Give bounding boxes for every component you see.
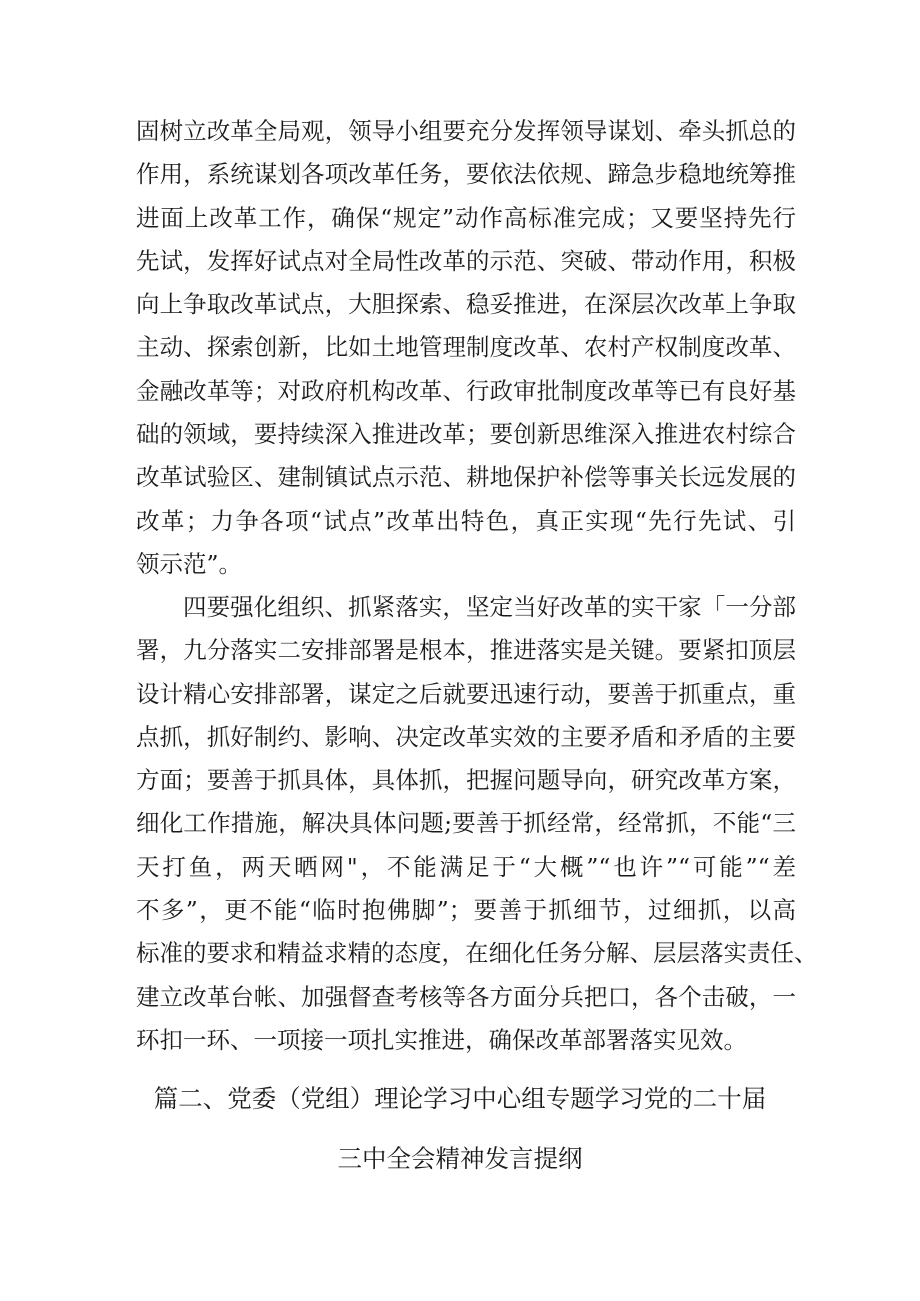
section-heading-line-1: 篇二、党委（党组）理论学习中心组专题学习党的二十届 [153,1084,767,1113]
paragraph-implementation [136,586,818,1062]
paragraph-line: 向上争取改革试点，大胆探索、稳妥推进，在深层次改革上争取 [136,290,796,319]
paragraph-line: 建立改革台帐、加强督查考核等各方面分兵把口，各个击破，一 [136,982,796,1011]
paragraph-line: 环扣一环、一项接一项扎实推进，确保改革部署落实见效。 [136,1025,747,1054]
paragraph-line: 作用，系统谋划各项改革任务，要依法依规、蹄急步稳地统筹推 [136,160,796,189]
paragraph-line: 细化工作措施，解决具体问题;要善于抓经常，经常抓，不能“三 [136,809,796,838]
paragraph-reform-overview [136,110,796,586]
paragraph-line: 础的领域，要持续深入推进改革；要创新思维深入推进农村综合 [136,420,796,449]
paragraph-line: 标准的要求和精益求精的态度，在细化任务分解、层层落实责任、 [136,939,818,968]
paragraph-line: 改革试验区、建制镇试点示范、耕地保护补偿等事关长远发展的 [136,463,796,492]
paragraph-line: 改革；力争各项“试点”改革出特色，真正实现“先行先试、引 [136,506,796,535]
paragraph-line: 进面上改革工作，确保“规定”动作高标准完成；又要坚持先行 [136,203,796,232]
paragraph-line: 天打鱼，两天晒网"，不能满足于“大概”“也许”“可能”“差 [136,852,796,881]
paragraph-line: 领示范”。 [136,549,243,578]
section-heading-line-2: 三中全会精神发言提纲 [337,1144,583,1173]
paragraph-line: 四要强化组织、抓紧落实，坚定当好改革的实干家「一分部 [183,593,796,621]
paragraph-line: 固树立改革全局观，领导小组要充分发挥领导谋划、牵头抓总的 [136,117,796,145]
paragraph-line: 先试，发挥好试点对全局性改革的示范、突破、带动作用，积极 [136,246,796,275]
paragraph-line: 主动、探索创新，比如土地管理制度改革、农村产权制度改革、 [136,333,796,362]
paragraph-line: 设计精心安排部署，谋定之后就要迅速行动，要善于抓重点，重 [136,679,796,708]
paragraph-line: 金融改革等；对政府机构改革、行政审批制度改革等已有良好基 [136,376,796,405]
paragraph-line: 署，九分落实二安排部署是根本，推进落实是关键。要紧扣顶层 [136,636,796,665]
paragraph-line: 方面；要善于抓具体，具体抓，把握问题导向，研究改革方案， [136,766,796,795]
paragraph-line: 不多”，更不能“临时抱佛脚”；要善于抓细节，过细抓，以高 [136,896,796,925]
paragraph-line: 点抓，抓好制约、影响、决定改革实效的主要矛盾和矛盾的主要 [136,722,796,751]
